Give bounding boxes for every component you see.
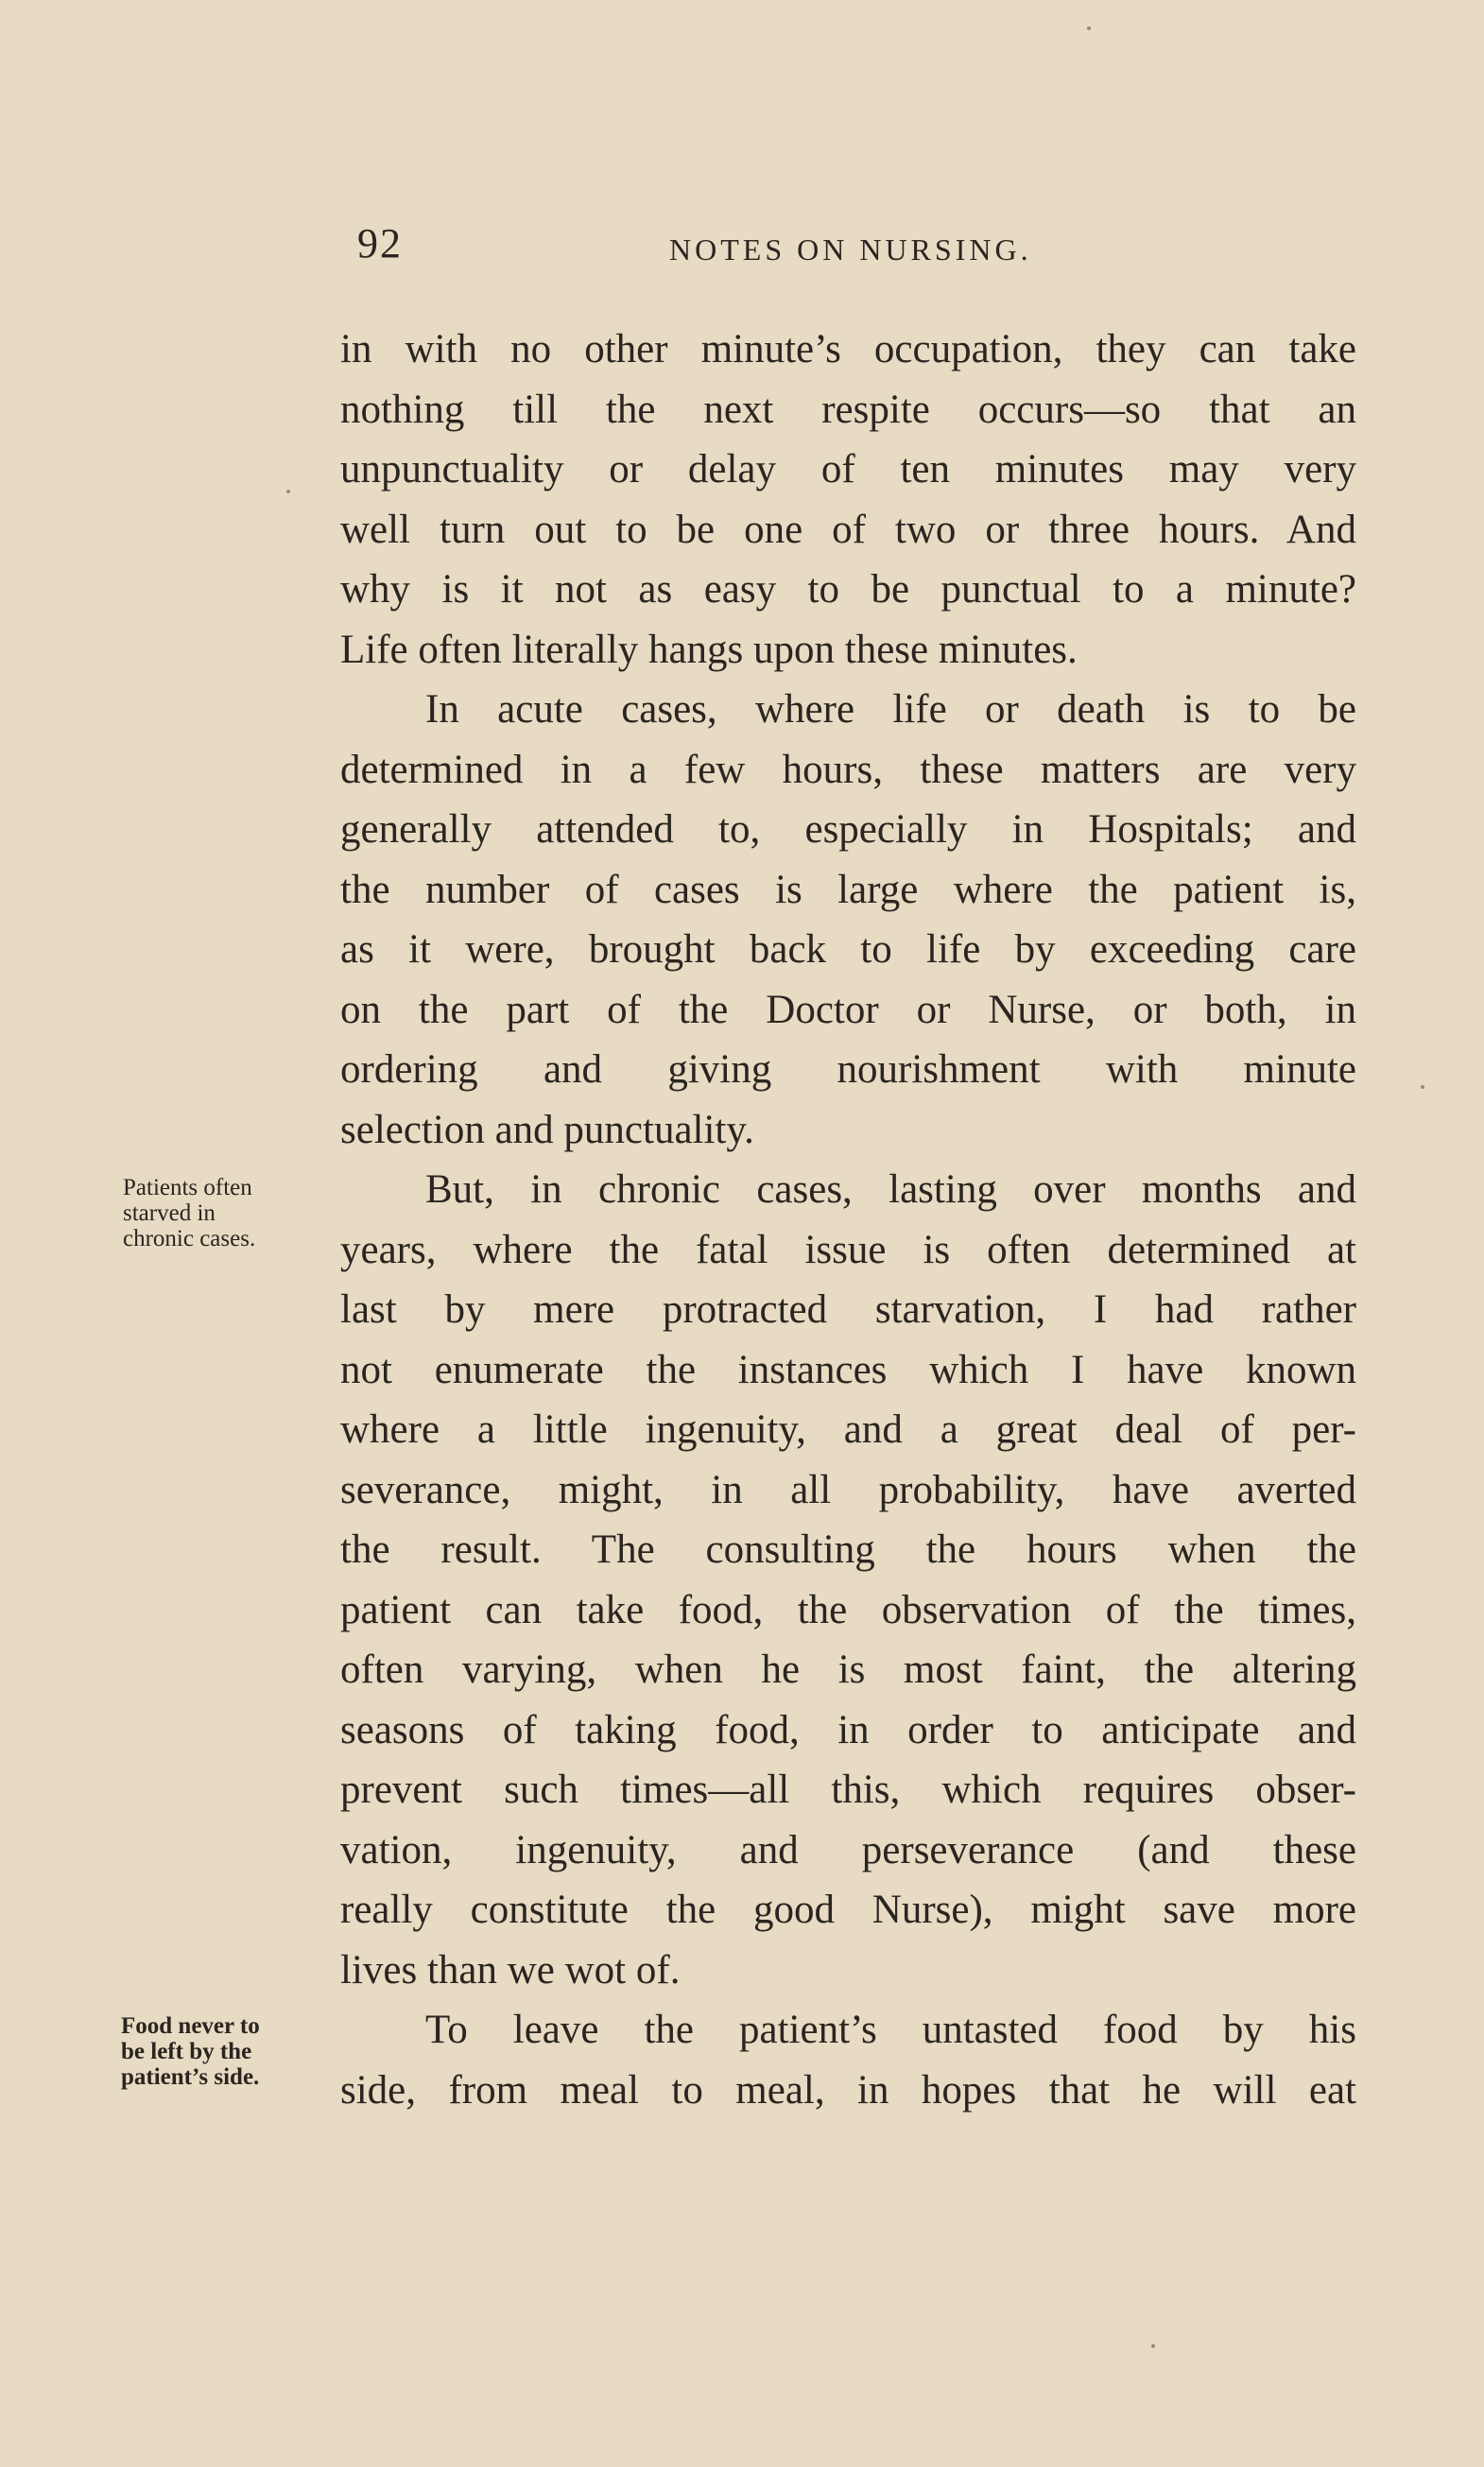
- margin-note-line: starved in: [123, 1200, 216, 1226]
- text-line: really constitute the good Nurse), might save more: [340, 1888, 1356, 1932]
- text-line: seasons of taking food, in order to anticipate and: [340, 1707, 1356, 1752]
- page-number: 92: [357, 220, 403, 267]
- text-line: where a little ingenuity, and a great deal of per-: [340, 1407, 1356, 1452]
- body-text: [340, 319, 1356, 2120]
- text-line: in with no other minute’s occupation, they can take: [340, 327, 1356, 371]
- margin-note-food-never-left: [121, 2013, 329, 2090]
- text-line: lives than we wot of.: [340, 1947, 681, 1993]
- margin-note-patients-starved: [123, 1175, 331, 1251]
- text-line: last by mere protracted starvation, I had rather: [340, 1287, 1356, 1332]
- text-line: nothing till the next respite occurs—so that an: [340, 387, 1356, 432]
- text-line: In acute cases, where life or death is to be: [425, 687, 1356, 732]
- running-head: [357, 219, 1350, 276]
- running-title: NOTES ON NURSING.: [669, 233, 1032, 267]
- text-line: vation, ingenuity, and perseverance (and these: [340, 1827, 1356, 1872]
- paper-speck: [1421, 1085, 1424, 1089]
- margin-note-line: patient’s side.: [121, 2064, 260, 2090]
- text-line: To leave the patient’s untasted food by his: [425, 2008, 1356, 2052]
- text-line: well turn out to be one of two or three hours. And: [340, 507, 1356, 552]
- text-line: as it were, brought back to life by exceeding care: [340, 927, 1356, 972]
- text-line: unpunctuality or delay of ten minutes may very: [340, 447, 1356, 492]
- text-line: prevent such times—all this, which requires obser-: [340, 1768, 1356, 1812]
- margin-note-line: Food never to: [121, 2013, 260, 2039]
- text-line: the number of cases is large where the patient is,: [340, 867, 1356, 912]
- text-line: patient can take food, the observation of the times,: [340, 1587, 1356, 1632]
- text-line: side, from meal to meal, in hopes that he will eat: [340, 2067, 1356, 2113]
- margin-note-line: Patients often: [123, 1175, 252, 1200]
- text-line: the result. The consulting the hours when the: [340, 1527, 1356, 1572]
- text-line: But, in chronic cases, lasting over months and: [425, 1167, 1356, 1212]
- margin-note-line: chronic cases.: [123, 1226, 256, 1251]
- text-line: severance, might, in all probability, have averted: [340, 1467, 1356, 1512]
- text-line: not enumerate the instances which I have known: [340, 1347, 1356, 1392]
- text-line: Life often literally hangs upon these minutes.: [340, 627, 1078, 672]
- text-line: selection and punctuality.: [340, 1107, 754, 1152]
- text-line: ordering and giving nourishment with minute: [340, 1047, 1356, 1092]
- text-line: years, where the fatal issue is often determined at: [340, 1227, 1356, 1272]
- paper-speck: [1151, 2344, 1155, 2348]
- text-line: generally attended to, especially in Hospitals; and: [340, 807, 1356, 852]
- paper-speck: [286, 490, 290, 493]
- paper-speck: [1087, 26, 1091, 30]
- text-line: determined in a few hours, these matters are very: [340, 747, 1356, 792]
- text-line: often varying, when he is most faint, the altering: [340, 1648, 1356, 1692]
- text-line: on the part of the Doctor or Nurse, or both, in: [340, 987, 1356, 1032]
- text-line: why is it not as easy to be punctual to a minute?: [340, 567, 1356, 612]
- margin-note-line: be left by the: [121, 2039, 252, 2064]
